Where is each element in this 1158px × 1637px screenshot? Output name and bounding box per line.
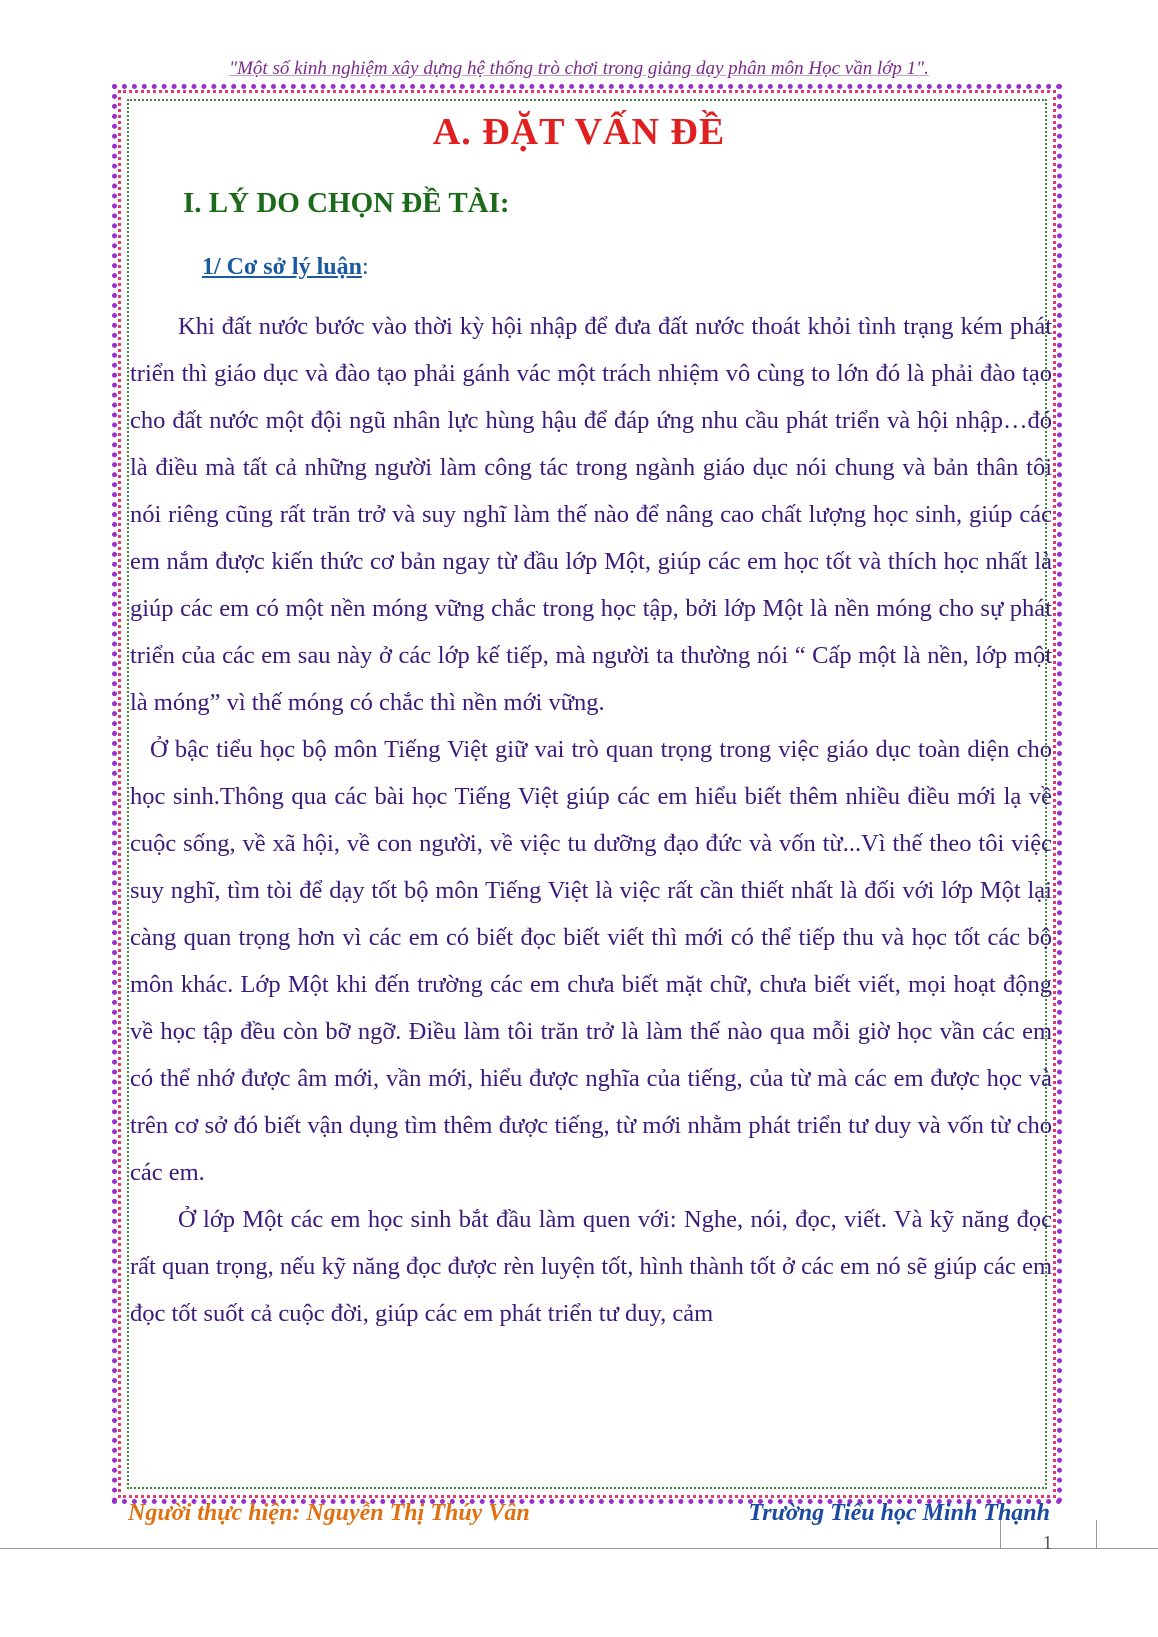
body-text [130, 303, 1052, 1337]
paragraph: Ở bậc tiểu học bộ môn Tiếng Việt giữ vai trò quan trọng trong việc giáo dục toàn diện cho học sinh.Thông qua các bài học Tiếng Việt giúp các em hiểu biết thêm nhiều điều mới lạ về cuộc sống, về xã hội, về con người, về việc tu dưỡng đạo đức và vốn từ...Vì thế theo tôi việc suy nghĩ, tìm tòi để dạy tốt bộ môn Tiếng Việt là việc rất cần thiết nhất là đối với lớp Một lại càng quan trọng hơn vì các em có biết đọc biết viết thì mới có thể tiếp thu và học tốt các bộ môn khác. Lớp Một khi đến trường các em chưa biết mặt chữ, chưa biết viết, mọi hoạt động về học tập đều còn bỡ ngỡ. Điều làm tôi trăn trở là làm thế nào qua mỗi giờ học vần các em có thể nhớ được âm mới, vần mới, hiểu được nghĩa của tiếng, của từ mà các em được học và trên cơ sở đó biết vận dụng tìm thêm được tiếng, từ mới nhằm phát triển tư duy và vốn từ cho các em. [130, 736, 1052, 1186]
paragraph: Khi đất nước bước vào thời kỳ hội nhập để đưa đất nước thoát khỏi tình trạng kém phát triển thì giáo dục và đào tạo phải gánh vác một trách nhiệm vô cùng to lớn đó là phải đào tạo cho đất nước một đội ngũ nhân lực hùng hậu để đáp ứng nhu cầu phát triển và hội nhập…đó là điều mà tất cả những người làm công tác trong ngành giáo dục nói chung và bản thân tôi nói riêng cũng rất trăn trở và suy nghĩ làm thế nào để nâng cao chất lượng học sinh, giúp các em nắm được kiến thức cơ bản ngay từ đầu lớp Một, giúp các em học tốt và thích học nhất là giúp các em có một nền móng vững chắc trong học tập, bởi lớp Một là nền móng cho sự phát triển của các em sau này ở các lớp kế tiếp, mà người ta thường nói “ Cấp một là nền, lớp một là móng” vì thế móng có chắc thì nền mới vững. [130, 313, 1052, 716]
footer-divider [0, 1548, 1000, 1549]
sub-heading [202, 254, 369, 281]
section-heading: I. LÝ DO CHỌN ĐỀ TÀI: [183, 187, 510, 219]
main-heading: A. ĐẶT VẤN ĐỀ [432, 111, 726, 153]
footer-divider-right [1095, 1548, 1158, 1549]
document-header-title: "Một số kinh nghiệm xây dựng hệ thống trò chơi trong giảng dạy phân môn Học vần lớp 1". [229, 58, 929, 79]
sub-heading-colon: : [361, 254, 369, 280]
footer-author: Người thực hiện: Nguyễn Thị Thúy Vân [128, 1500, 530, 1526]
paragraph: Ở lớp Một các em học sinh bắt đầu làm quen với: Nghe, nói, đọc, viết. Và kỹ năng đọc rất quan trọng, nếu kỹ năng đọc được rèn luyện tốt, hình thành tốt ở các em nó sẽ giúp các em đọc tốt suốt cả cuộc đời, giúp các em phát triển tư duy, cảm [130, 1206, 1052, 1327]
footer-school: Trường Tiểu học Minh Thạnh [748, 1500, 1050, 1526]
page-number: 1 [1042, 1532, 1053, 1554]
sub-heading-text: 1/ Cơ sở lý luận [202, 254, 362, 280]
